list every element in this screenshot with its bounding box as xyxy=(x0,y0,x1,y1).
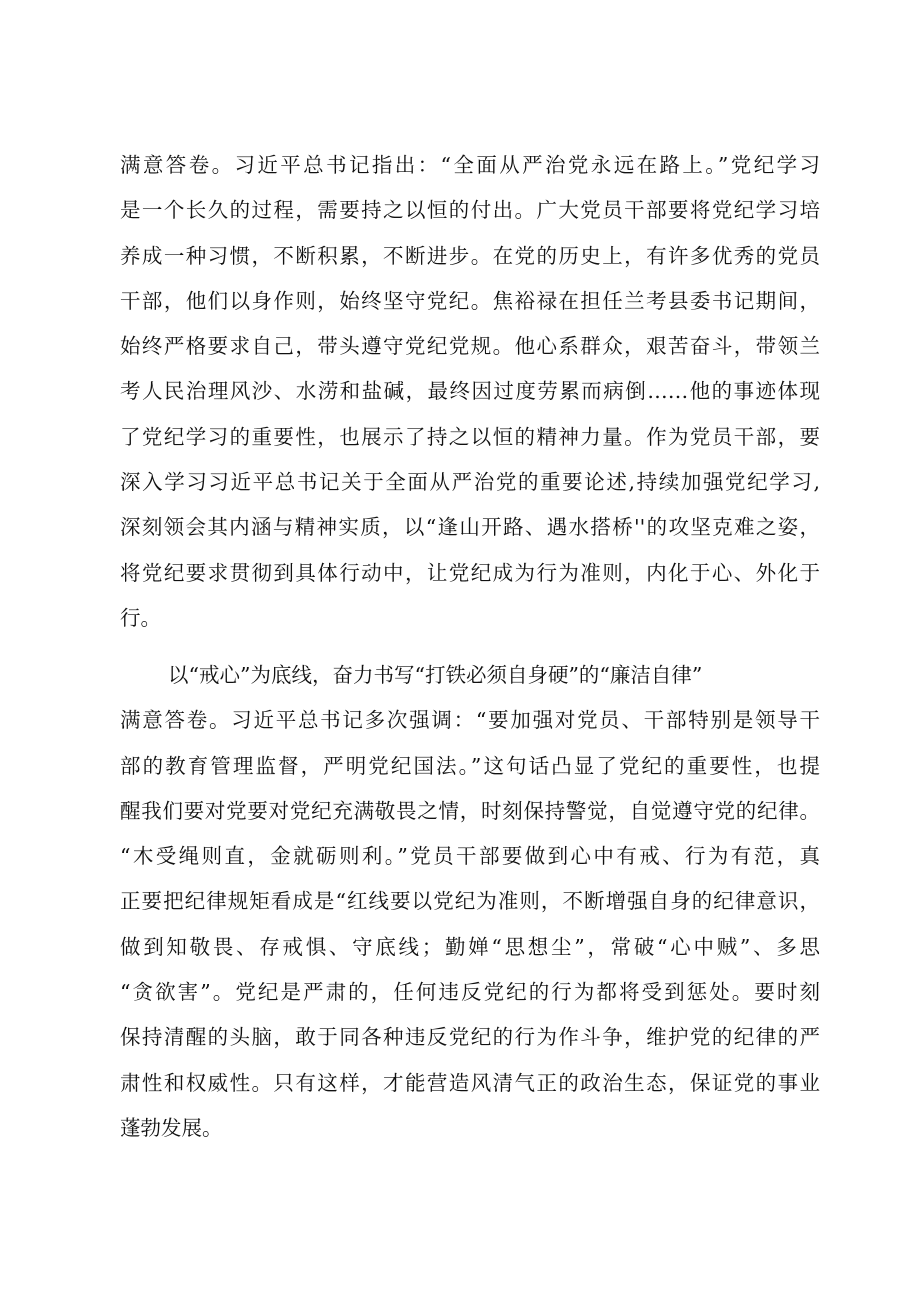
text-line: 干部，他们以身作则，始终坚守党纪。焦裕禄在担任兰考县委书记期间， xyxy=(120,288,820,313)
text-line: 考人民治理风沙、水涝和盐碱，最终因过度劳累而病倒……他的事迹体现 xyxy=(120,379,820,404)
text-line: 行。 xyxy=(120,605,161,630)
text-line: 是一个长久的过程，需要持之以恒的付出。广大党员干部要将党纪学习培 xyxy=(120,198,820,223)
text-line: 蓬勃发展。 xyxy=(120,1115,223,1140)
text-line: 做到知敬畏、存戒惧、守底线；勤婵“思想尘”，常破“心中贼”、多思 xyxy=(120,934,820,959)
paragraph-1 xyxy=(120,143,820,641)
text-line: 满意答卷。习近平总书记指出：“全面从严治党永远在路上。”党纪学习 xyxy=(120,153,820,177)
paragraph-2 xyxy=(120,653,820,1151)
text-line: 正要把纪律规矩看成是“红线要以党纪为准则，不断增强自身的纪律意识， xyxy=(120,889,820,914)
text-line: 肃性和权威性。只有这样，才能营造风清气正的政治生态，保证党的事业 xyxy=(120,1070,820,1095)
text-line: 深刻领会其内涵与精神实质，以“逢山开路、遇水搭桥''的攻坚克难之姿， xyxy=(120,515,820,540)
text-line: 满意答卷。习近平总书记多次强调：“要加强对党员、干部特别是领导干 xyxy=(120,708,820,733)
text-line: 部的教育管理监督，严明党纪国法。”这句话凸显了党纪的重要性，也提 xyxy=(120,753,820,778)
text-line: 始终严格要求自己，带头遵守党纪党规。他心系群众，艰苦奋斗，带领兰 xyxy=(120,334,820,359)
text-line: “贪欲害”。党纪是严肃的，任何违反党纪的行为都将受到惩处。要时刻 xyxy=(120,980,820,1005)
text-line: 将党纪要求贯彻到具体行动中，让党纪成为行为准则，内化于心、外化于 xyxy=(120,560,820,585)
text-line: 醒我们要对党要对党纪充满敬畏之情，时刻保持警觉，自觉遵守党的纪律。 xyxy=(120,798,820,823)
text-line: 养成一种习惯，不断积累，不断进步。在党的历史上，有许多优秀的党员 xyxy=(120,243,820,268)
text-line: 保持清醒的头脑，敢于同各种违反党纪的行为作斗争，维护党的纪律的严 xyxy=(120,1025,820,1050)
text-line: 深入学习习近平总书记关于全面从严治党的重要论述,持续加强党纪学习, xyxy=(120,470,820,495)
paragraph-heading-line: 以“戒心”为底线，奋力书写“打铁必须自身硬”的“廉洁自律” xyxy=(168,663,703,687)
text-line: 了党纪学习的重要性，也展示了持之以恒的精神力量。作为党员干部，要 xyxy=(120,424,820,449)
text-line: “木受绳则直，金就砺则利。”党员干部要做到心中有戒、行为有范，真 xyxy=(120,844,820,869)
